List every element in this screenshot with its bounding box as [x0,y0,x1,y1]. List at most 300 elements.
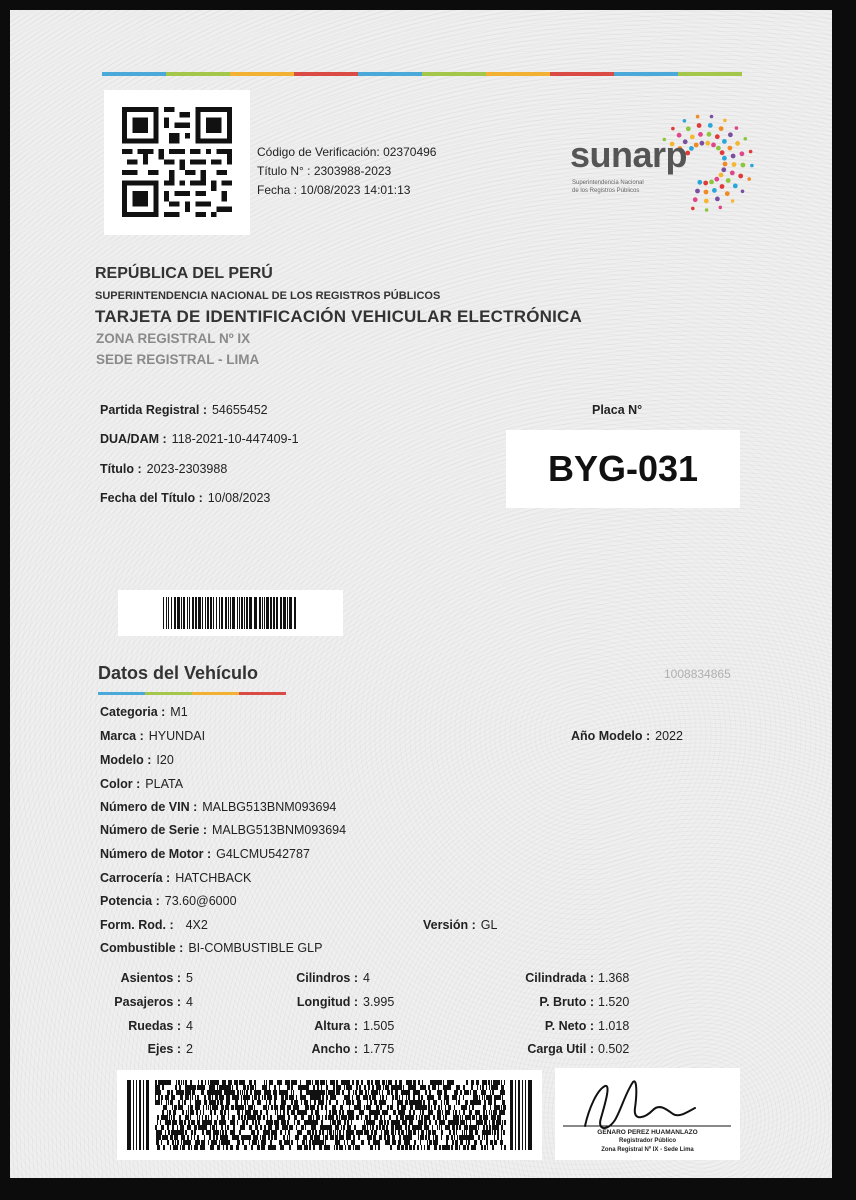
pdf417-module [345,1095,346,1100]
pdf417-module [247,1115,249,1120]
pdf417-module [158,1145,160,1150]
pdf417-module [198,1120,200,1125]
pdf417-module [269,1090,270,1095]
pdf417-module [427,1125,429,1130]
pdf417-module [501,1105,502,1110]
pdf417-module [299,1085,300,1090]
pdf417-module [343,1115,344,1120]
pdf417-module [475,1130,476,1135]
pdf417-module [316,1115,318,1120]
pdf417-module [346,1085,347,1090]
pdf417-module [311,1125,312,1130]
modelo-label: Modelo : [100,753,152,767]
pdf417-module [386,1095,387,1100]
pdf417-module [482,1135,483,1140]
pdf417-module [409,1145,411,1150]
pdf417-module [392,1135,393,1140]
pdf417-module [296,1095,297,1100]
pdf417-module [380,1125,381,1130]
pdf417-module [242,1115,243,1120]
pdf417-module [400,1100,402,1105]
pdf417-module [282,1125,284,1130]
pdf417-module [466,1120,467,1125]
pdf417-module [284,1120,285,1125]
pdf417-module [206,1130,207,1135]
pdf417-module [472,1135,474,1140]
pdf417-module [322,1140,324,1145]
rule-segment [294,72,358,76]
pdf417-module [283,1110,284,1115]
pdf417-module [222,1110,223,1115]
pdf417-module [490,1125,491,1130]
pasajeros-value: 4 [186,995,193,1009]
pdf417-module [284,1110,285,1115]
pdf417-module [494,1080,496,1085]
pdf417-module [397,1145,398,1150]
pdf417-module [475,1110,477,1115]
pdf417-module [469,1130,470,1135]
pdf417-module [343,1100,344,1105]
pdf417-module [403,1120,404,1125]
pdf417-module [194,1085,196,1090]
pdf417-module [421,1120,423,1125]
pdf417-module [160,1130,162,1135]
pdf417-module [415,1125,416,1130]
cilindros-label: Cilindros : [296,971,358,985]
pdf417-module [334,1105,335,1110]
pdf417-module [461,1105,463,1110]
logo-dot [726,178,731,183]
pdf417-module [475,1140,476,1145]
pdf417-module [434,1080,435,1085]
pdf417-module [286,1080,287,1085]
pdf417-module [347,1130,348,1135]
pdf417-module [366,1120,367,1125]
pdf417-module [454,1090,455,1095]
pdf417-module [233,1120,235,1125]
pdf417-module [292,1080,293,1085]
pdf417-module [402,1110,403,1115]
pdf417-module [246,1120,248,1125]
pdf417-module [236,1080,237,1085]
pdf417-module [389,1115,390,1120]
pdf417-module [452,1125,454,1130]
pdf417-module [307,1105,309,1110]
pdf417-module [211,1115,212,1120]
pdf417-module [239,1080,241,1085]
pdf417-module [180,1095,181,1100]
pdf417-module [460,1115,461,1120]
pdf417-bar [133,1080,134,1150]
pdf417-module [437,1110,439,1115]
pdf417-module [414,1090,416,1095]
pdf417-module [497,1080,498,1085]
pdf417-module [160,1080,161,1085]
pdf417-module [476,1095,478,1100]
pdf417-module [345,1115,347,1120]
pdf417-module [397,1100,398,1105]
pdf417-module [359,1135,360,1140]
pdf417-module [186,1140,187,1145]
pdf417-module [480,1100,481,1105]
pdf417-module [293,1110,295,1115]
pdf417-module [411,1145,412,1150]
pdf417-module [251,1145,252,1150]
pdf417-module [187,1095,188,1100]
pdf417-module [376,1125,378,1130]
pdf417-module [337,1125,339,1130]
pdf417-module [387,1140,389,1145]
pdf417-module [484,1120,485,1125]
pdf417-module [410,1105,412,1110]
pdf417-module [430,1110,432,1115]
pdf417-module [368,1130,369,1135]
pdf417-module [490,1105,491,1110]
pdf417-module [298,1105,299,1110]
pdf417-module [416,1090,417,1095]
pdf417-module [177,1125,178,1130]
pdf417-module [356,1145,357,1150]
pdf417-module [480,1120,481,1125]
pdf417-module [337,1130,338,1135]
pdf417-module [371,1130,373,1135]
pdf417-module [397,1105,399,1110]
pdf417-module [390,1105,391,1110]
pdf417-module [490,1090,491,1095]
pdf417-module [335,1130,336,1135]
pdf417-module [471,1145,473,1150]
barcode-bar [207,597,209,629]
pdf417-module [484,1135,485,1140]
pdf417-module [497,1085,498,1090]
pdf417-module [466,1140,467,1145]
pdf417-module [265,1105,266,1110]
pdf417-module [312,1080,313,1085]
pdf417-module [379,1145,380,1150]
pdf417-module [427,1145,428,1150]
pdf417-module [227,1125,229,1130]
formrod-row [100,918,208,932]
pdf417-module [347,1120,349,1125]
pdf417-module [271,1130,273,1135]
pdf417-module [437,1115,439,1120]
pdf417-module [427,1095,428,1100]
pdf417-module [297,1135,298,1140]
pdf417-module [297,1130,299,1135]
pdf417-module [408,1095,409,1100]
pdf417-module [305,1125,306,1130]
pdf417-module [401,1090,403,1095]
pdf417-module [473,1095,474,1100]
barcode-bar [195,597,197,629]
ruedas-label: Ruedas : [128,1019,181,1033]
pdf417-module [363,1095,365,1100]
pdf417-module [483,1110,485,1115]
pdf417-module [403,1090,405,1095]
pdf417-module [174,1110,176,1115]
pdf417-module [360,1090,361,1095]
pdf417-module [377,1140,379,1145]
pdf417-module [213,1135,214,1140]
pdf417-module [242,1120,244,1125]
pdf417-module [320,1100,322,1105]
pdf417-module [241,1115,242,1120]
pdf417-module [190,1080,192,1085]
pdf417-module [191,1130,193,1135]
pdf417-module [399,1125,400,1130]
pdf417-module [278,1125,279,1130]
pdf417-module [434,1115,435,1120]
pdf417-module [376,1085,377,1090]
barcode-bar [254,597,257,629]
pdf417-module [413,1095,415,1100]
logo-dot [715,134,720,139]
pdf417-module [269,1145,270,1150]
pdf417-module [234,1135,236,1140]
pdf417-module [156,1140,158,1145]
pdf417-module [396,1125,398,1130]
pdf417-module [487,1130,489,1135]
pdf417-module [254,1135,255,1140]
pdf417-module [306,1105,307,1110]
barcode-icon [163,597,298,629]
pdf417-module [169,1110,170,1115]
pdf417-module [221,1120,222,1125]
pdf417-module [496,1110,497,1115]
pdf417-module [448,1080,450,1085]
pdf417-bar [139,1080,141,1150]
pdf417-module [203,1085,204,1090]
pdf417-module [389,1140,390,1145]
pdf417-module [185,1130,187,1135]
pdf417-module [349,1125,351,1130]
pdf417-module [352,1110,354,1115]
pdf417-module [265,1085,267,1090]
pdf417-module [164,1080,166,1085]
logo-dot [707,132,712,137]
pdf417-module [381,1115,382,1120]
pdf417-module [419,1090,420,1095]
pdf417-module [385,1085,386,1090]
pdf417-module [214,1120,215,1125]
pdf417-module [422,1115,423,1120]
pdf417-module [236,1095,237,1100]
pdf417-module [315,1140,317,1145]
pdf417-module [217,1100,219,1105]
logo-dot [723,162,728,167]
pdf417-module [166,1095,167,1100]
partida-label: Partida Registral : [100,403,207,417]
pdf417-module [197,1100,198,1105]
pdf417-module [492,1120,493,1125]
pdf417-module [330,1135,331,1140]
barcode-bar [244,597,245,629]
pdf417-module [478,1135,480,1140]
pdf417-module [358,1135,359,1140]
pdf417-module [412,1125,413,1130]
pdf417-module [425,1085,426,1090]
pdf417-module [348,1095,349,1100]
pdf417-module [204,1125,205,1130]
pdf417-module [372,1110,373,1115]
pdf417-module [430,1120,431,1125]
pdf417-module [492,1115,493,1120]
pdf417-module [251,1115,253,1120]
pdf417-module [472,1100,474,1105]
pdf417-module [388,1120,389,1125]
pdf417-module [283,1120,284,1125]
pdf417-module [482,1120,483,1125]
pdf417-module [357,1100,358,1105]
pdf417-module [221,1090,222,1095]
pdf417-module [471,1130,473,1135]
pdf417-module [489,1095,491,1100]
pdf417-module [492,1090,494,1095]
pdf417-module [202,1090,203,1095]
pdf417-module [186,1110,187,1115]
pdf417-module [359,1110,360,1115]
pdf417-module [162,1095,163,1100]
pdf417-module [202,1120,204,1125]
pdf417-module [311,1105,312,1110]
pdf417-module [374,1130,375,1135]
pdf417-module [418,1095,420,1100]
pdf417-module [464,1105,466,1110]
pdf417-module [422,1095,423,1100]
pdf417-module [169,1120,171,1125]
pdf417-module [414,1085,416,1090]
pdf417-module [239,1115,240,1120]
pdf417-module [395,1110,396,1115]
pdf417-module [284,1105,285,1110]
pdf417-module [408,1085,410,1090]
pdf417-module [372,1095,373,1100]
pdf417-module [401,1130,402,1135]
pdf417-module [327,1130,328,1135]
pdf417-module [182,1095,183,1100]
pdf417-module [215,1080,216,1085]
pdf417-module [244,1115,246,1120]
pdf417-module [162,1115,163,1120]
modelo-value: I20 [156,753,174,767]
underline-segment [192,692,239,695]
pdf417-module [493,1085,494,1090]
pdf417-module [470,1120,471,1125]
pdf417-module [168,1100,169,1105]
pdf417-module [399,1140,401,1145]
pdf417-module [291,1125,292,1130]
pdf417-module [162,1125,164,1130]
pdf417-module [358,1115,359,1120]
pdf417-module [364,1105,365,1110]
pdf417-module [504,1105,506,1110]
pdf417-module [312,1130,314,1135]
pdf417-module [504,1090,505,1095]
pdf417-module [262,1135,264,1140]
pdf417-module [229,1080,230,1085]
pdf417-module [392,1125,394,1130]
pdf417-module [477,1120,478,1125]
pdf417-module [210,1145,211,1150]
pdf417-module [201,1085,203,1090]
pdf417-module [232,1145,233,1150]
pdf417-module [260,1110,262,1115]
pdf417-module [501,1145,502,1150]
pdf417-module [309,1140,310,1145]
pdf417-module [223,1105,224,1110]
pdf417-module [417,1100,419,1105]
pdf417-module [476,1100,478,1105]
pdf417-module [475,1100,476,1105]
pdf417-module [250,1110,251,1115]
pdf417-module [330,1100,331,1105]
pdf417-module [171,1095,172,1100]
pdf417-module [182,1090,183,1095]
pdf417-module [422,1105,424,1110]
pdf417-module [293,1105,295,1110]
pdf417-module [454,1125,455,1130]
pdf417-module [187,1125,188,1130]
pdf417-module [170,1080,171,1085]
pdf417-module [297,1140,298,1145]
pdf417-module [429,1115,430,1120]
anio-row [571,729,683,743]
logo-dot [725,191,730,196]
pdf417-module [443,1115,444,1120]
logo-dot [711,143,716,148]
pdf417-module [356,1080,358,1085]
pdf417-module [315,1095,317,1100]
pdf417-module [409,1100,411,1105]
pdf417-module [387,1090,388,1095]
pdf417-module [468,1140,470,1145]
pdf417-module [430,1080,432,1085]
pdf417-module [306,1145,308,1150]
pdf417-module [498,1080,499,1085]
pdf417-module [359,1105,361,1110]
pdf417-module [236,1105,237,1110]
pdf417-module [403,1135,404,1140]
pdf417-module [221,1095,222,1100]
pdf417-module [244,1120,245,1125]
pdf417-module [312,1090,313,1095]
pdf417-module [158,1080,160,1085]
pdf417-module [398,1125,399,1130]
pdf417-module [323,1090,325,1095]
pdf417-module [255,1115,256,1120]
pbruto-value: 1.520 [598,995,630,1009]
pdf417-module [308,1130,309,1135]
pdf417-module [392,1090,393,1095]
pdf417-module [374,1090,376,1095]
pdf417-module [272,1080,273,1085]
rule-segment [486,72,550,76]
pdf417-module [489,1110,490,1115]
pdf417-module [304,1120,305,1125]
pdf417-module [370,1110,372,1115]
pdf417-module [204,1085,205,1090]
pdf417-module [263,1130,264,1135]
pdf417-module [176,1085,177,1090]
pdf417-module [424,1100,425,1105]
pdf417-module [451,1135,453,1140]
pdf417-module [321,1120,323,1125]
pdf417-module [409,1080,411,1085]
pdf417-module [228,1110,229,1115]
pdf417-module [195,1140,197,1145]
pdf417-module [399,1135,401,1140]
pdf417-module [367,1125,368,1130]
